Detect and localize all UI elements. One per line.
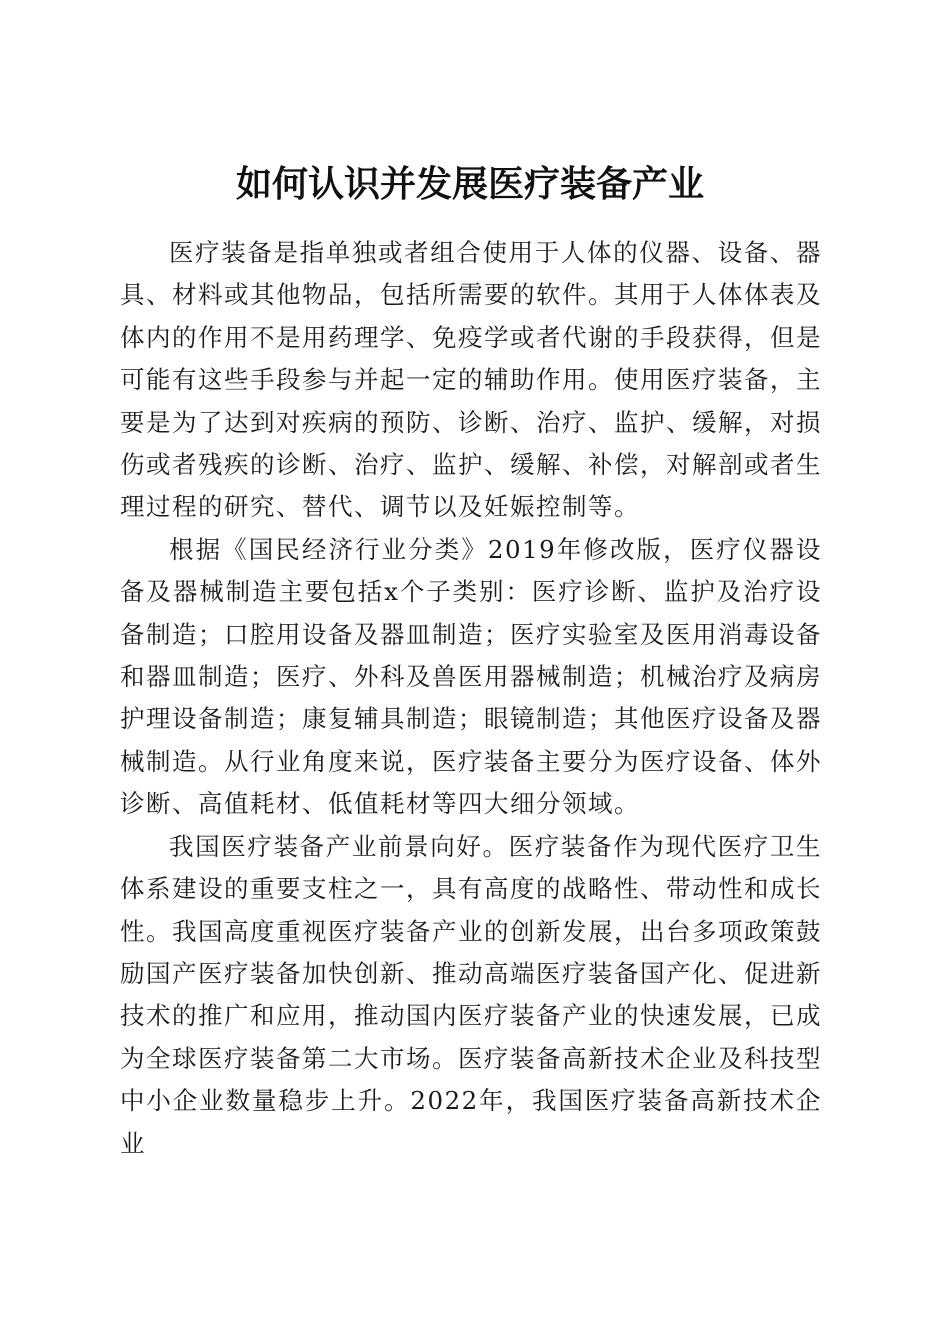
document-title: 如何认识并发展医疗装备产业 (235, 163, 704, 206)
paragraph: 我国医疗装备产业前景向好。医疗装备作为现代医疗卫生体系建设的重要支柱之一，具有高度的战略性、带动性和成长性。我国高度重视医疗装备产业的创新发展，出台多项政策鼓励国产医疗装备加快创新、推动高端医疗装备国产化、促进新技术的推广和应用，推动国内医疗装备产业的快速发展，已成为全球医疗装备第二大市场。医疗装备高新技术企业及科技型中小企业数量稳步上升。2022年，我国医疗装备高新技术企业 (120, 831, 822, 1158)
document-body (120, 232, 822, 1165)
paragraph: 根据《国民经济行业分类》2019年修改版，医疗仪器设备及器械制造主要包括x个子类别：医疗诊断、监护及治疗设备制造；口腔用设备及器皿制造；医疗实验室及医用消毒设备和器皿制造；医疗、外科及兽医用器械制造；机械治疗及病房护理设备制造；康复辅具制造；眼镜制造；其他医疗设备及器械制造。从行业角度来说，医疗装备主要分为医疗设备、体外诊断、高值耗材、低值耗材等四大细分领域。 (120, 534, 822, 819)
paragraph: 医疗装备是指单独或者组合使用于人体的仪器、设备、器具、材料或其他物品，包括所需要的软件。其用于人体体表及体内的作用不是用药理学、免疫学或者代谢的手段获得，但是可能有这些手段参与并起一定的辅助作用。使用医疗装备，主要是为了达到对疾病的预防、诊断、治疗、监护、缓解，对损伤或者残疾的诊断、治疗、监护、缓解、补偿，对解剖或者生理过程的研究、替代、调节以及妊娠控制等。 (120, 238, 822, 522)
